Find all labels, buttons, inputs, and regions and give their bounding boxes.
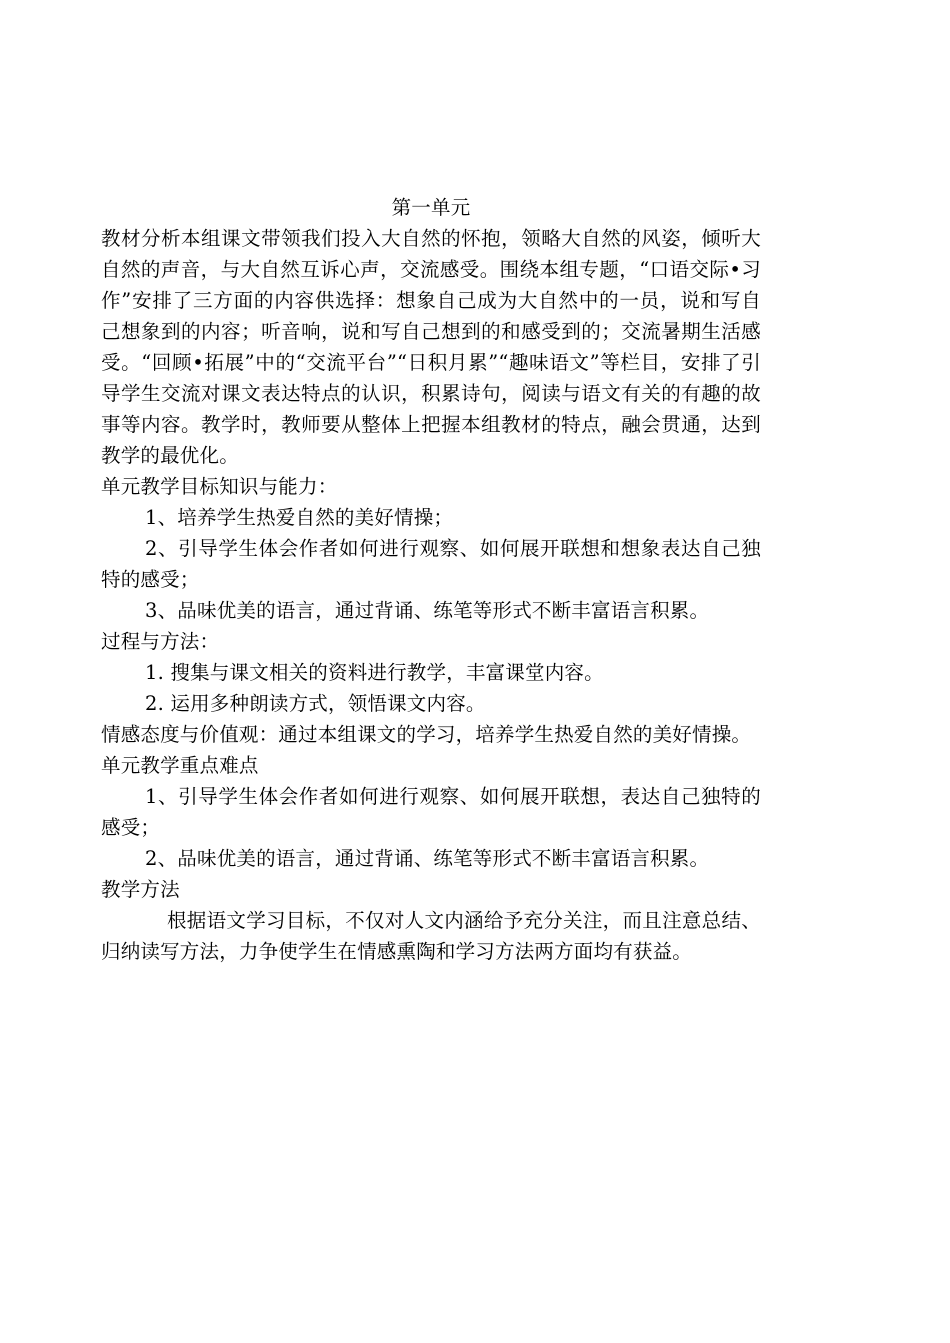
goal-item: 3、品味优美的语言，通过背诵、练笔等形式不断丰富语言积累。 [145, 599, 710, 622]
document-title: 第一单元 [391, 196, 471, 219]
process-heading: 过程与方法： [101, 630, 220, 653]
process-item: 1. 搜集与课文相关的资料进行教学，丰富课堂内容。 [145, 661, 604, 684]
attitude-paragraph: 情感态度与价值观：通过本组课文的学习，培养学生热爱自然的美好情操。 [101, 723, 752, 746]
method-paragraph: 根据语文学习目标，不仅对人文内涵给予充分关注，而且注意总结、归纳读写方法，力争使学生在情感熏陶和学习方法两方面均有获益。 [101, 909, 761, 963]
key-point-item: 1、引导学生体会作者如何进行观察、如何展开联想，表达自己独特的感受； [101, 785, 761, 839]
method-heading: 教学方法 [101, 878, 180, 901]
document-page [101, 192, 761, 967]
goal-item: 2、引导学生体会作者如何进行观察、如何展开联想和想象表达自己独特的感受； [101, 537, 761, 591]
goal-item: 1、培养学生热爱自然的美好情操； [145, 506, 454, 529]
intro-paragraph: 教材分析本组课文带领我们投入大自然的怀抱，领略大自然的风姿，倾听大自然的声音，与大自然互诉心声，交流感受。围绕本组专题，“口语交际•习作”安排了三方面的内容供选择：想象自己成为大自然中的一员，说和写自己想象到的内容；听音响，说和写自己想到的和感受到的；交流暑期生活感受。“回顾•拓展”中的“交流平台”“日积月累”“趣味语文”等栏目，安排了引导学生交流对课文表达特点的认识，积累诗句，阅读与语文有关的有趣的故事等内容。教学时，教师要从整体上把握本组教材的特点，融会贯通，达到教学的最优化。 [101, 227, 761, 467]
key-points-heading: 单元教学重点难点 [101, 754, 259, 777]
process-item: 2. 运用多种朗读方式，领悟课文内容。 [145, 692, 486, 715]
goals-heading: 单元教学目标知识与能力： [101, 475, 338, 498]
key-point-item: 2、品味优美的语言，通过背诵、练笔等形式不断丰富语言积累。 [145, 847, 710, 870]
